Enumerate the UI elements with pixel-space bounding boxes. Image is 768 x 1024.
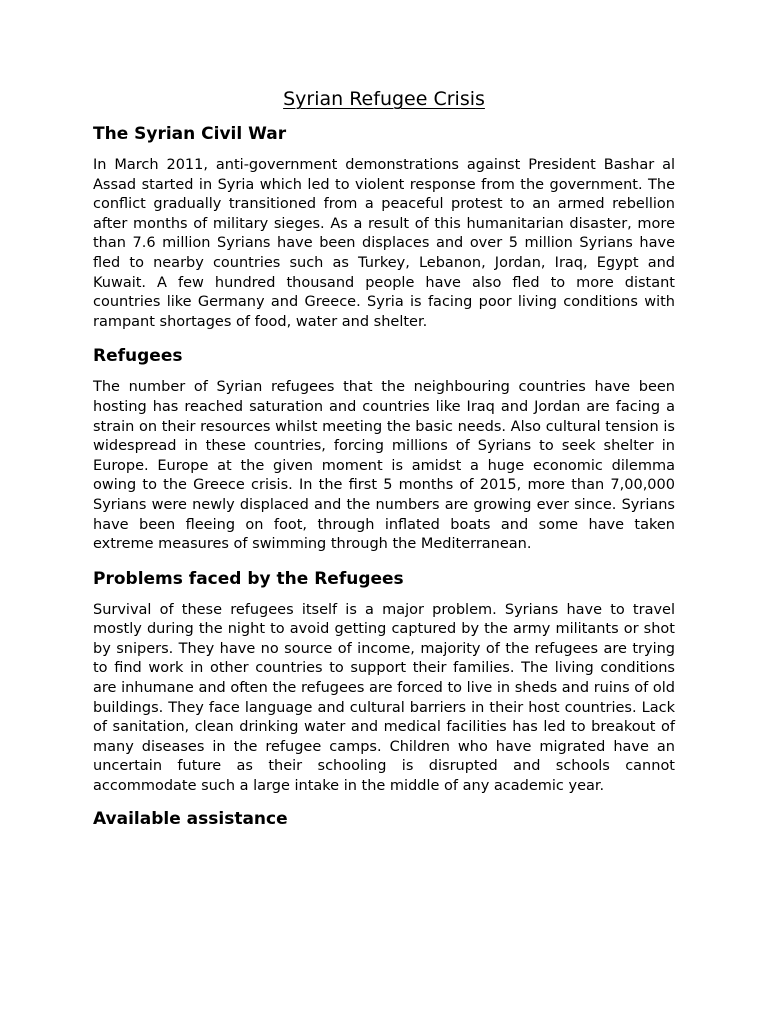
- section-paragraph-problems: Survival of these refugees itself is a major problem. Syrians have to travel mostly during the night to avoid getting captured by the army militants or shot by snipers. They have no source of income, majority of the refugees are trying to find work in other countries to support their families. The living conditions are inhumane and often the refugees are forced to live in sheds and ruins of old buildings. They face language and cultural barriers in their host countries. Lack of sanitation, clean drinking water and medical facilities has led to breakout of many diseases in the refugee camps. Children who have migrated have an uncertain future as their schooling is disrupted and schools cannot accommodate such a large intake in the middle of any academic year.: [93, 601, 675, 795]
- section-heading-problems: Problems faced by the Refugees: [93, 568, 404, 589]
- page-title: Syrian Refugee Crisis: [283, 88, 485, 110]
- document-page: [93, 84, 675, 831]
- section-heading-available-assistance: Available assistance: [93, 808, 288, 829]
- section-heading-refugees: Refugees: [93, 346, 183, 367]
- section-paragraph-syrian-civil-war: In March 2011, anti-government demonstrations against President Bashar al Assad started in Syria which led to violent response from the government. The conflict gradually transitioned from a peaceful protest to an armed rebellion after months of military sieges. As a result of this humanitarian disaster, more than 7.6 million Syrians have been displaces and over 5 million Syrians have fled to nearby countries such as Turkey, Lebanon, Jordan, Iraq, Egypt and Kuwait. A few hundred thousand people have also fled to more distant countries like Germany and Greece. Syria is facing poor living conditions with rampant shortages of food, water and shelter.: [93, 157, 675, 330]
- section-heading-syrian-civil-war: The Syrian Civil War: [93, 124, 287, 144]
- section-paragraph-refugees: The number of Syrian refugees that the neighbouring countries have been hosting has reached saturation and countries like Iraq and Jordan are facing a strain on their resources whilst meeting the basic needs. Also cultural tension is widespread in these countries, forcing millions of Syrians to seek shelter in Europe. Europe at the given moment is amidst a huge economic dilemma owing to the Greece crisis. In the first 5 months of 2015, more than 7,00,000 Syrians were newly displaced and the numbers are growing ever since. Syrians have been fleeing on foot, through inflated boats and some have taken extreme measures of swimming through the Mediterranean.: [93, 379, 675, 553]
